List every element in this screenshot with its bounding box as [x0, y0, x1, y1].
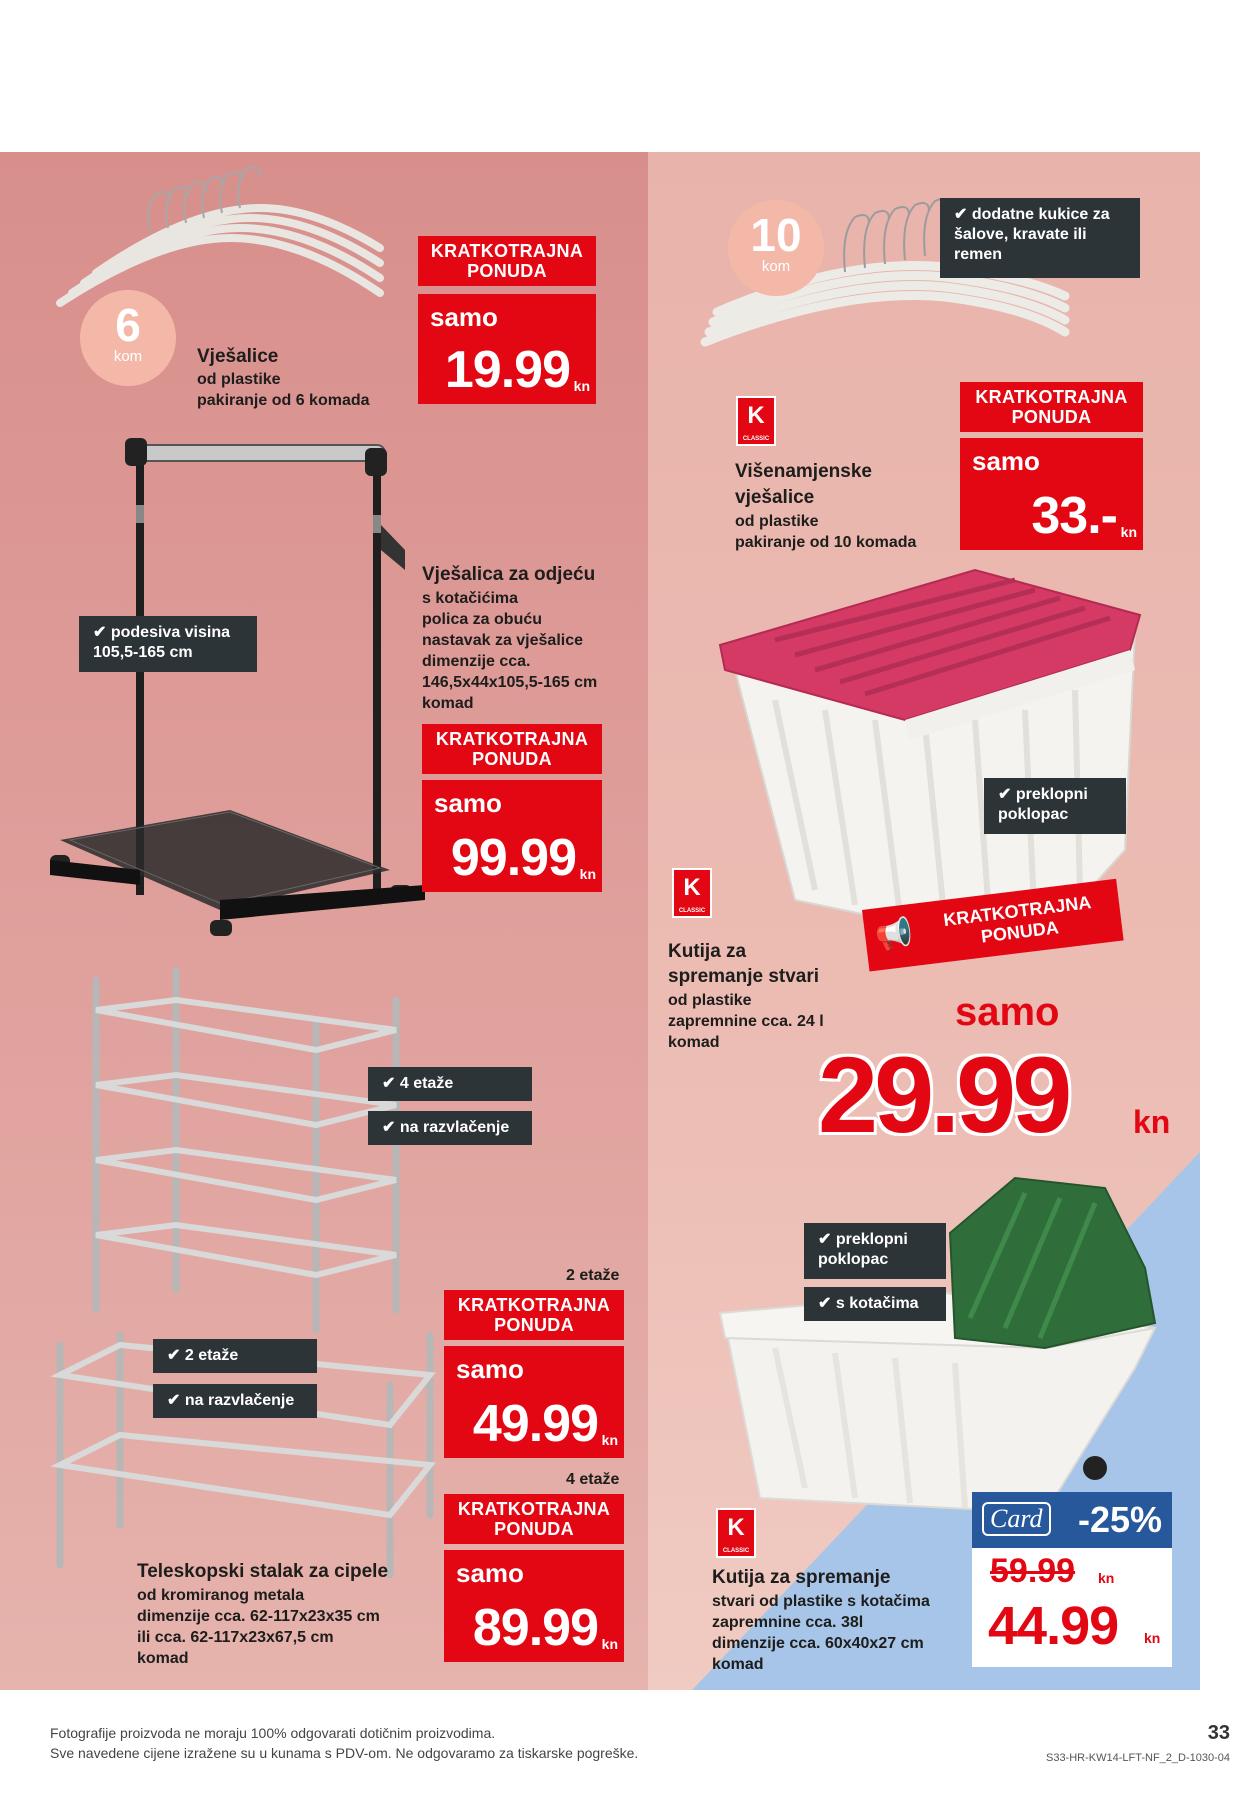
- card-header: [972, 1492, 1172, 1548]
- k-logo-label-3: CLASSIC: [722, 1548, 750, 1554]
- footer-disclaimer-1: Fotografije proizvoda ne moraju 100% odgovarati dotičnim proizvodima.: [50, 1725, 496, 1741]
- clothes-rack-name: Vješalica za odjeću: [422, 564, 596, 585]
- clothes-rack-image: [50, 430, 430, 965]
- k-logo-letter-2: K: [683, 874, 701, 901]
- storage-box-wheels-feature-1: ✔ preklopni poklopac: [804, 1223, 946, 1279]
- shoe-rack-variant-2-currency: kn: [601, 1636, 618, 1652]
- shoe-rack-variant-1-offer-label: KRATKOTRAJNA PONUDA: [444, 1290, 624, 1340]
- hangers-10-count-unit: kom: [761, 258, 791, 275]
- hangers-10-feature: ✔ dodatne kukice za šalove, kravate ili remen: [940, 198, 1140, 278]
- storage-box-wheels-desc-4: komad: [712, 1656, 764, 1673]
- hangers-6-count-badge: [80, 290, 176, 386]
- clothes-rack-price-box: [422, 780, 602, 892]
- shoe-rack-tall-feature-1: ✔ 4 etaže: [368, 1067, 532, 1101]
- shoe-rack-desc-3: ili cca. 62-117x23x67,5 cm: [137, 1629, 334, 1646]
- storage-box-name-1: Kutija za: [668, 941, 747, 962]
- shoe-rack-short-feature-2: ✔ na razvlačenje: [153, 1384, 317, 1418]
- shoe-rack-variant-1-samo: samo: [456, 1354, 524, 1384]
- storage-box-wheels-desc-1: stvari od plastike s kotačima: [712, 1593, 930, 1610]
- shoe-rack-short-feature-1: ✔ 2 etaže: [153, 1339, 317, 1373]
- clothes-rack-desc-3: nastavak za vješalice: [422, 632, 584, 649]
- shoe-rack-variant-2-price: 89.99: [472, 1599, 598, 1657]
- shoe-rack-variant-2-samo: samo: [456, 1558, 524, 1588]
- clothes-rack-desc-2: polica za obuću: [422, 611, 543, 628]
- k-logo-label: CLASSIC: [742, 436, 770, 442]
- shoe-rack-desc-1: od kromiranog metala: [137, 1587, 305, 1604]
- shoe-rack-tall-image: [86, 960, 416, 1330]
- storage-box-offer-label: KRATKOTRAJNA PONUDA: [942, 892, 1093, 947]
- shoe-rack-variant-1-price: 49.99: [472, 1395, 598, 1453]
- clothes-rack-desc-5: 146,5x44x105,5-165 cm: [422, 674, 598, 691]
- k-logo-letter-3: K: [727, 1514, 745, 1541]
- k-classic-logo-2: [672, 868, 712, 918]
- storage-box-feature: ✔ preklopni poklopac: [984, 778, 1126, 834]
- hangers-10-currency: kn: [1120, 524, 1137, 540]
- storage-box-samo: samo: [955, 990, 1060, 1034]
- hangers-10-samo: samo: [972, 446, 1040, 476]
- storage-box-desc-2: zapremnine cca. 24 l: [668, 1013, 824, 1030]
- shoe-rack-variant-1-price-box: [444, 1346, 624, 1458]
- card-discount-box: [972, 1492, 1172, 1667]
- hangers-10-count-badge: [728, 200, 824, 296]
- storage-box-wheels-desc-3: dimenzije cca. 60x40x27 cm: [712, 1635, 924, 1652]
- clothes-rack-desc-4: dimenzije cca.: [422, 653, 531, 670]
- hangers-6-count: 6: [115, 299, 141, 351]
- k-logo-letter: K: [747, 402, 765, 429]
- shoe-rack-tall-feature-2: ✔ na razvlačenje: [368, 1111, 532, 1145]
- hangers-6-samo: samo: [430, 302, 498, 332]
- hangers-6-price-box: [418, 294, 596, 404]
- hangers-10-price-box: [960, 438, 1143, 550]
- shoe-rack-variant-2-price-box: [444, 1550, 624, 1662]
- shoe-rack-variant-1-currency: kn: [601, 1432, 618, 1448]
- storage-box-currency: kn: [1133, 1104, 1171, 1140]
- k-classic-logo: [736, 396, 776, 446]
- shoe-rack-variant-2-label: 4 etaže: [566, 1471, 620, 1488]
- card-discount: -25%: [1077, 1499, 1162, 1540]
- page-number: 33: [1207, 1722, 1230, 1744]
- hangers-10-desc-2: pakiranje od 10 komada: [735, 534, 917, 551]
- hangers-6-offer-label: KRATKOTRAJNA PONUDA: [418, 236, 596, 286]
- footer-code: S33-HR-KW14-LFT-NF_2_D-1030-04: [1045, 1752, 1230, 1764]
- storage-box-name-2: spremanje stvari: [668, 966, 820, 987]
- hangers-6-count-unit: kom: [113, 348, 143, 365]
- storage-box-wheels-desc-2: zapremnine cca. 38l: [712, 1614, 864, 1631]
- shoe-rack-name: Teleskopski stalak za cipele: [137, 1561, 389, 1582]
- clothes-rack-samo: samo: [434, 788, 502, 818]
- hangers-6-currency: kn: [573, 378, 590, 394]
- hangers-10-price: 33.-: [1031, 487, 1117, 545]
- clothes-rack-offer-label: KRATKOTRAJNA PONUDA: [422, 724, 602, 774]
- clothes-rack-feature: ✔ podesiva visina 105,5-165 cm: [79, 616, 257, 672]
- hangers-10-desc-1: od plastike: [735, 513, 819, 530]
- hangers-6-name: Vješalice: [197, 346, 279, 367]
- k-classic-logo-3: [716, 1508, 756, 1558]
- hangers-10-name-1: Višenamjenske: [735, 461, 872, 482]
- megaphone-icon: 📢: [873, 916, 915, 954]
- card-label: Card: [982, 1502, 1051, 1536]
- storage-box-price: 29.99: [818, 1034, 1069, 1155]
- card-new-price-currency: kn: [1144, 1630, 1161, 1646]
- shoe-rack-variant-1-label: 2 etaže: [566, 1267, 620, 1284]
- clothes-rack-currency: kn: [579, 866, 596, 882]
- hangers-10-name-2: vješalice: [735, 487, 815, 508]
- k-logo-label-2: CLASSIC: [678, 908, 706, 914]
- shoe-rack-desc-2: dimenzije cca. 62-117x23x35 cm: [137, 1608, 380, 1625]
- hangers-6-desc-2: pakiranje od 6 komada: [197, 392, 370, 409]
- clothes-rack-desc-1: s kotačićima: [422, 590, 519, 607]
- storage-box-wheels-feature-2: ✔ s kotačima: [804, 1287, 946, 1321]
- shoe-rack-variant-2-offer-label: KRATKOTRAJNA PONUDA: [444, 1494, 624, 1544]
- hangers-6-price: 19.99: [444, 341, 570, 399]
- storage-box-wheels-name: Kutija za spremanje: [712, 1567, 891, 1588]
- clothes-rack-desc-6: komad: [422, 695, 474, 712]
- hangers-10-count: 10: [750, 209, 802, 261]
- hangers-6-desc-1: od plastike: [197, 371, 281, 388]
- storage-box-desc-1: od plastike: [668, 992, 752, 1009]
- footer-disclaimer-2: Sve navedene cijene izražene su u kunama s PDV-om. Ne odgovaramo za tiskarske pogreške.: [50, 1745, 639, 1761]
- card-new-price: 44.99: [988, 1596, 1119, 1656]
- card-old-price-currency: kn: [1098, 1570, 1115, 1586]
- storage-box-desc-3: komad: [668, 1034, 720, 1051]
- clothes-rack-price: 99.99: [450, 829, 576, 887]
- hangers-10-offer-label: KRATKOTRAJNA PONUDA: [960, 382, 1143, 432]
- shoe-rack-desc-4: komad: [137, 1650, 189, 1667]
- card-old-price: 59.99: [990, 1552, 1076, 1590]
